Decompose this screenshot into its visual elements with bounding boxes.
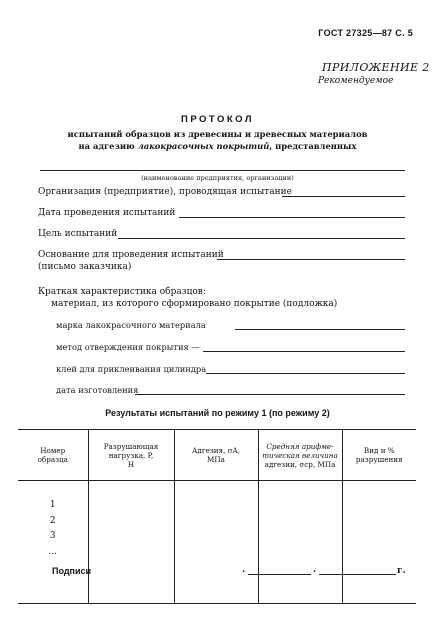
samples-curing-line[interactable] [203,351,405,352]
date-dot-2: . [313,565,317,575]
col1-line3: Н [127,459,135,469]
col2-line1: Адгезия, σA, [191,446,241,455]
col3-line2: тическая величина [262,450,338,460]
appendix-status: Рекомендуемое [318,76,394,86]
field-organization-line[interactable] [282,196,405,197]
sample-number: 1 [49,500,56,510]
samples-curing-label: метод отверждения покрытия — [56,342,200,352]
col3-line3: адгезии, σср, МПа [264,459,336,469]
col-header-sample-number [18,430,88,481]
field-basis-label: Основание для проведения испытаний [38,250,224,260]
date-dot-1: . [242,565,246,575]
field-test-date-line[interactable] [179,217,405,218]
samples-paint-brand-line[interactable] [235,329,405,330]
col0-line1: Номер [40,446,66,455]
adhesion-cell[interactable] [174,481,258,604]
sample-number: ... [48,546,58,557]
field-basis-note: (письмо заказчика) [38,262,132,272]
col1-line1: Разрушающая [103,441,159,451]
col-header-mean-adhesion [258,430,342,481]
failure-type-cell[interactable] [342,481,416,604]
col4-line1: Вид и % [363,446,395,455]
col3-line1: Средняя арифме- [266,441,334,451]
col-header-adhesion [174,430,258,481]
appendix-title: ПРИЛОЖЕНИЕ 2 [322,61,430,74]
organization-blank-line[interactable] [40,170,405,171]
results-table [18,429,416,604]
field-test-date-label: Дата проведения испытаний [38,208,176,218]
samples-manufacture-date-line[interactable] [135,394,405,395]
signature-month-line[interactable] [319,574,396,575]
samples-glue-line[interactable] [206,373,405,374]
field-organization-label: Организация (предприятие), проводящая испытание [38,187,292,197]
sample-number: 3 [49,531,56,541]
col1-line2: нагрузка, P, [108,450,154,460]
col-header-breaking-load [88,430,174,481]
subtitle-line2-italic: лакокрасочных покрытий [137,141,270,151]
col0-line2: образца [37,455,68,464]
year-suffix: г. [397,566,406,576]
standard-header: ГОСТ 27325—87 С. 5 [318,28,413,38]
results-body-row [18,481,416,604]
protocol-subtitle-line1: испытаний образцов из древесины и древесных материалов [67,129,368,139]
sample-numbers-cell[interactable] [18,481,88,604]
samples-manufacture-date-label: дата изготовления [56,385,139,395]
signature-day-line[interactable] [248,574,311,575]
samples-paint-brand-label: марка лакокрасочного материала [56,320,206,330]
results-title: Результаты испытаний по режиму 1 (по режиму 2) [105,408,330,418]
mean-adhesion-cell[interactable] [258,481,342,604]
subtitle-line2-suffix: , представленных [269,141,357,151]
samples-glue-label: клей для приклеивания цилиндра [56,364,207,374]
samples-material: материал, из которого сформировано покрытие (подложка) [51,299,338,309]
protocol-subtitle-line2 [0,141,435,151]
results-header-row [18,430,416,481]
col-header-failure-type [342,430,416,481]
col2-line2: МПа [207,455,225,464]
field-purpose-label: Цель испытаний [38,229,118,239]
samples-heading: Краткая характеристика образцов: [38,287,206,297]
field-purpose-line[interactable] [118,238,405,239]
org-caption: (наименование предприятия, организации) [141,174,294,182]
breaking-load-cell[interactable] [88,481,174,604]
signature-label: Подписи [52,566,92,576]
sample-number: 2 [49,515,56,526]
protocol-title: ПРОТОКОЛ [180,114,254,125]
subtitle-line2-prefix: на адгезию [78,141,138,151]
field-basis-line[interactable] [217,259,405,260]
col4-line2: разрушения [355,455,403,464]
